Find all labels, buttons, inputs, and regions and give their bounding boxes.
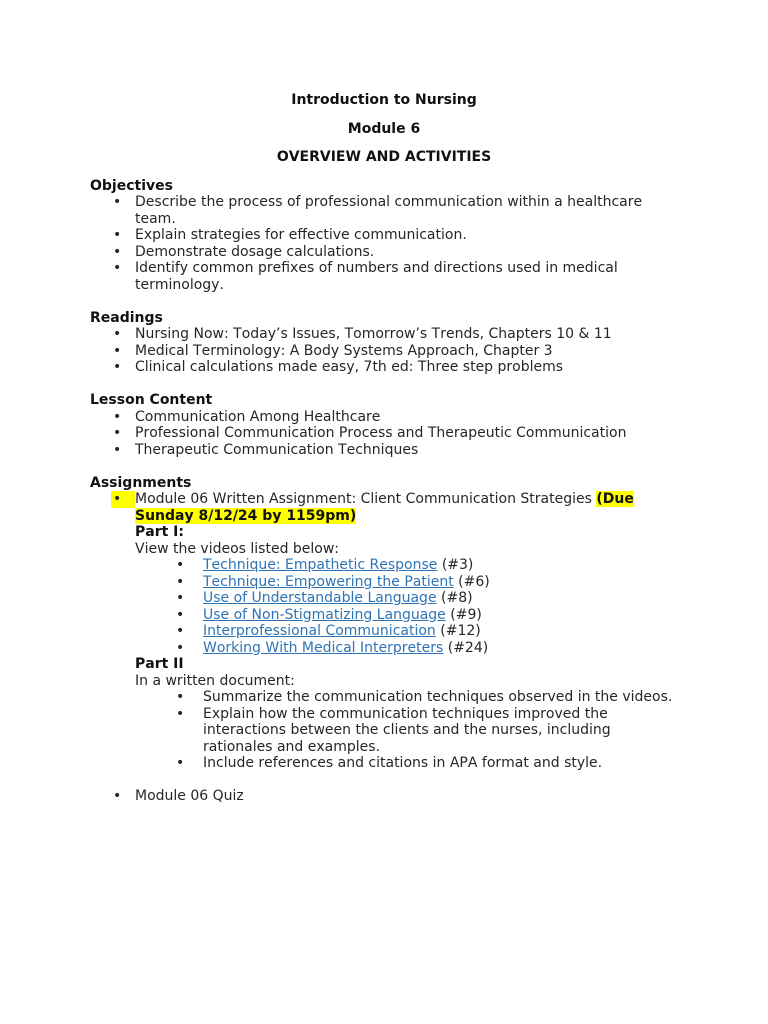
reading-item: • Nursing Now: Today’s Issues, Tomorrow’s Trends, Chapters 10 & 11	[90, 326, 680, 343]
written-assignment-item	[90, 491, 680, 772]
written-assignment-title	[135, 491, 680, 524]
due-date-highlight: (Due Sunday 8/12/24 by 1159pm)	[135, 491, 634, 524]
reading-item: • Medical Terminology: A Body Systems Approach, Chapter 3	[90, 343, 680, 360]
video-list	[135, 557, 680, 656]
video-item	[135, 640, 680, 657]
video-number: (#6)	[458, 573, 490, 590]
video-link[interactable]: Interprofessional Communication	[203, 623, 436, 639]
lesson-content-heading: Lesson Content	[90, 392, 213, 408]
objectives-heading: Objectives	[90, 177, 173, 194]
task-list	[135, 689, 680, 772]
task-item: • Include references and citations in APA format and style.	[135, 755, 680, 772]
quiz-item: • Module 06 Quiz	[90, 788, 680, 805]
document-body	[90, 178, 680, 805]
task-item: • Explain how the communication techniques improved the interactions between the clients and the nurses, including rationales and examples.	[135, 706, 680, 756]
lesson-content-section	[90, 392, 680, 458]
document-title: Introduction to Nursing	[291, 92, 477, 108]
video-number: (#8)	[441, 590, 473, 606]
video-number: (#9)	[450, 606, 482, 623]
video-link[interactable]: Technique: Empowering the Patient	[203, 573, 454, 590]
video-item	[135, 623, 680, 640]
assignments-heading: Assignments	[90, 474, 192, 491]
reading-item: • Clinical calculations made easy, 7th ed: Three step problems	[90, 359, 680, 376]
assignments-list	[90, 491, 680, 805]
readings-section	[90, 310, 680, 376]
video-number: (#3)	[441, 557, 474, 573]
video-link[interactable]: Use of Understandable Language	[203, 590, 437, 606]
task-item: • Summarize the communication techniques observed in the videos.	[135, 689, 680, 706]
objective-item: • Identify common prefixes of numbers and directions used in medical terminology.	[90, 260, 680, 293]
objective-item: • Describe the process of professional communication within a healthcare team.	[90, 194, 680, 227]
document-header	[0, 92, 768, 178]
readings-list	[90, 326, 680, 376]
overview-heading: OVERVIEW AND ACTIVITIES	[276, 149, 492, 165]
video-number: (#12)	[440, 623, 481, 639]
video-number: (#24)	[447, 639, 489, 656]
written-assignment-label: Module 06 Written Assignment: Client Communication Strategies	[135, 491, 592, 507]
lesson-item: • Therapeutic Communication Techniques	[90, 442, 680, 459]
objectives-list	[90, 194, 680, 293]
objective-item: • Demonstrate dosage calculations.	[90, 244, 680, 261]
lesson-item: • Professional Communication Process and Therapeutic Communication	[90, 425, 680, 442]
video-link[interactable]: Use of Non-Stigmatizing Language	[203, 606, 446, 623]
video-item	[135, 557, 680, 574]
assignments-section	[90, 475, 680, 805]
objective-item: • Explain strategies for effective communication.	[90, 227, 680, 244]
video-item	[135, 590, 680, 607]
readings-heading: Readings	[90, 309, 163, 326]
video-link[interactable]: Working With Medical Interpreters	[203, 639, 444, 656]
part-2-intro: In a written document:	[135, 672, 295, 689]
module-title: Module 6	[347, 120, 421, 137]
part-1-intro: View the videos listed below:	[135, 540, 340, 557]
part-1-heading: Part I:	[135, 524, 184, 540]
video-item	[135, 607, 680, 624]
video-item	[135, 574, 680, 591]
objectives-section	[90, 178, 680, 294]
video-link[interactable]: Technique: Empathetic Response	[203, 557, 438, 573]
part-2-heading: Part II	[135, 656, 184, 672]
lesson-item: • Communication Among Healthcare	[90, 409, 680, 426]
lesson-content-list	[90, 409, 680, 459]
